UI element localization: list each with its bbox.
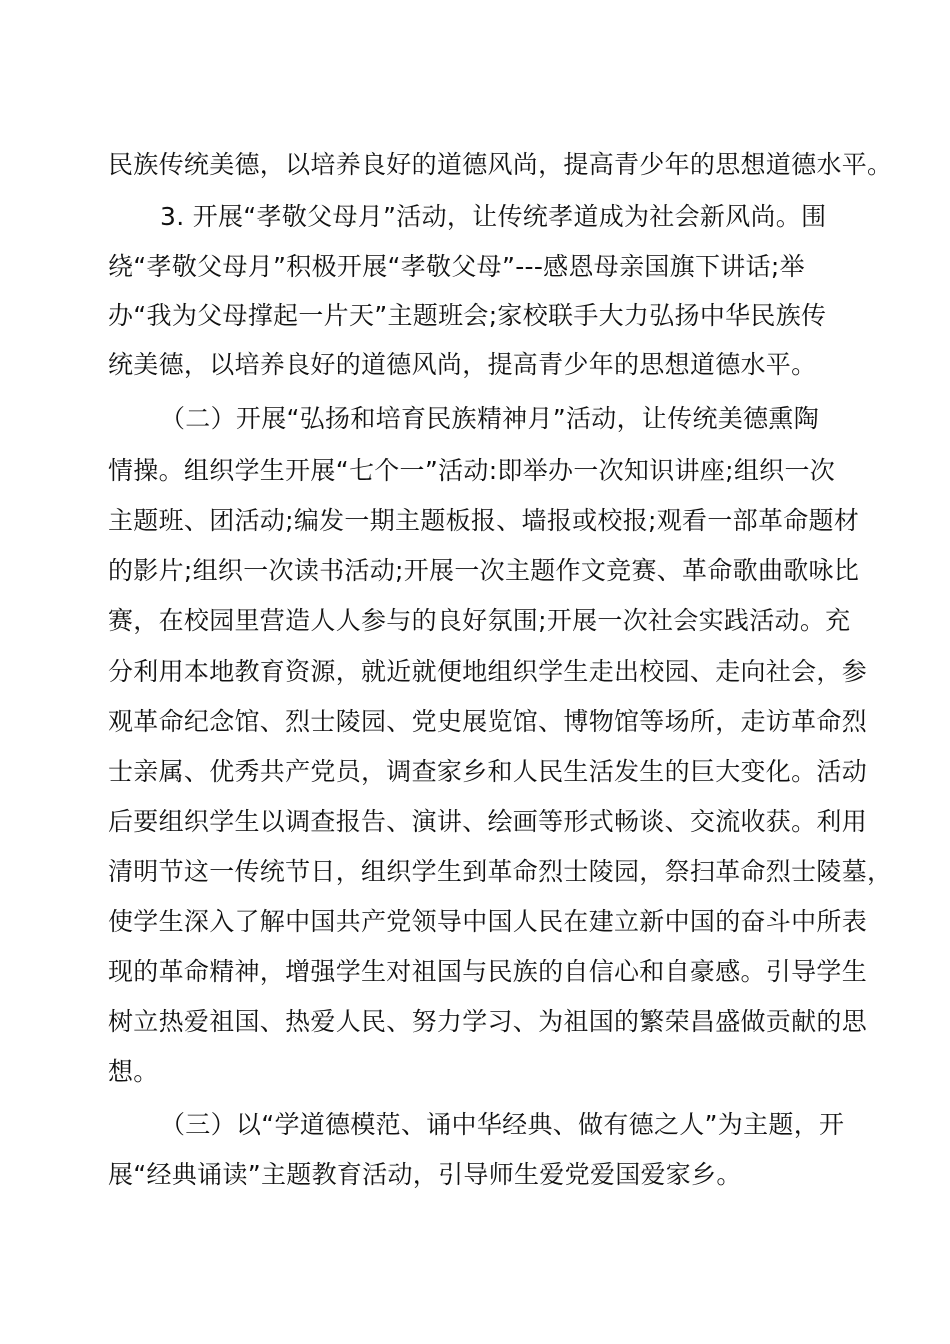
text-line: 办“我为父母撑起一片天”主题班会;家校联手大力弘扬中华民族传 <box>108 301 827 330</box>
text-line: 使学生深入了解中国共产党领导中国人民在建立新中国的奋斗中所表 <box>108 907 868 936</box>
text-line: 观革命纪念馆、烈士陵园、党史展览馆、博物馆等场所，走访革命烈 <box>108 707 868 736</box>
text-line: 展“经典诵读”主题教育活动，引导师生爱党爱国爱家乡。 <box>108 1160 742 1189</box>
text-line: 分利用本地教育资源，就近就便地组织学生走出校园、走向社会，参 <box>108 657 868 686</box>
text-line: 士亲属、优秀共产党员，调查家乡和人民生活发生的巨大变化。活动 <box>108 757 868 786</box>
text-line: 民族传统美德，以培养良好的道德风尚，提高青少年的思想道德水平。 <box>108 150 893 179</box>
text-line: （三）以“学道德模范、诵中华经典、做有德之人”为主题，开 <box>160 1110 845 1139</box>
text-line: 树立热爱祖国、热爱人民、努力学习、为祖国的繁荣昌盛做贡献的思 <box>108 1007 868 1036</box>
text-line: 的影片;组织一次读书活动;开展一次主题作文竞赛、革命歌曲歌咏比 <box>108 556 860 585</box>
text-line: 情操。组织学生开展“七个一”活动:即举办一次知识讲座;组织一次 <box>108 456 836 485</box>
text-line: 清明节这一传统节日，组织学生到革命烈士陵园，祭扫革命烈士陵墓， <box>108 857 893 886</box>
text-line: 赛，在校园里营造人人参与的良好氛围;开展一次社会实践活动。充 <box>108 606 851 635</box>
text-line: 后要组织学生以调查报告、演讲、绘画等形式畅谈、交流收获。利用 <box>108 807 868 836</box>
text-line: 统美德，以培养良好的道德风尚，提高青少年的思想道德水平。 <box>108 350 817 379</box>
text-line: 绕“孝敬父母月”积极开展“孝敬父母”---感恩母亲国旗下讲话;举 <box>108 252 805 281</box>
text-line: 现的革命精神，增强学生对祖国与民族的自信心和自豪感。引导学生 <box>108 957 868 986</box>
text-line: 想。 <box>108 1057 159 1086</box>
text-line: （二）开展“弘扬和培育民族精神月”活动，让传统美德熏陶 <box>160 404 820 433</box>
text-line: 主题班、团活动;编发一期主题板报、墙报或校报;观看一部革命题材 <box>108 506 860 535</box>
text-line: 3. 开展“孝敬父母月”活动，让传统孝道成为社会新风尚。围 <box>160 202 827 231</box>
